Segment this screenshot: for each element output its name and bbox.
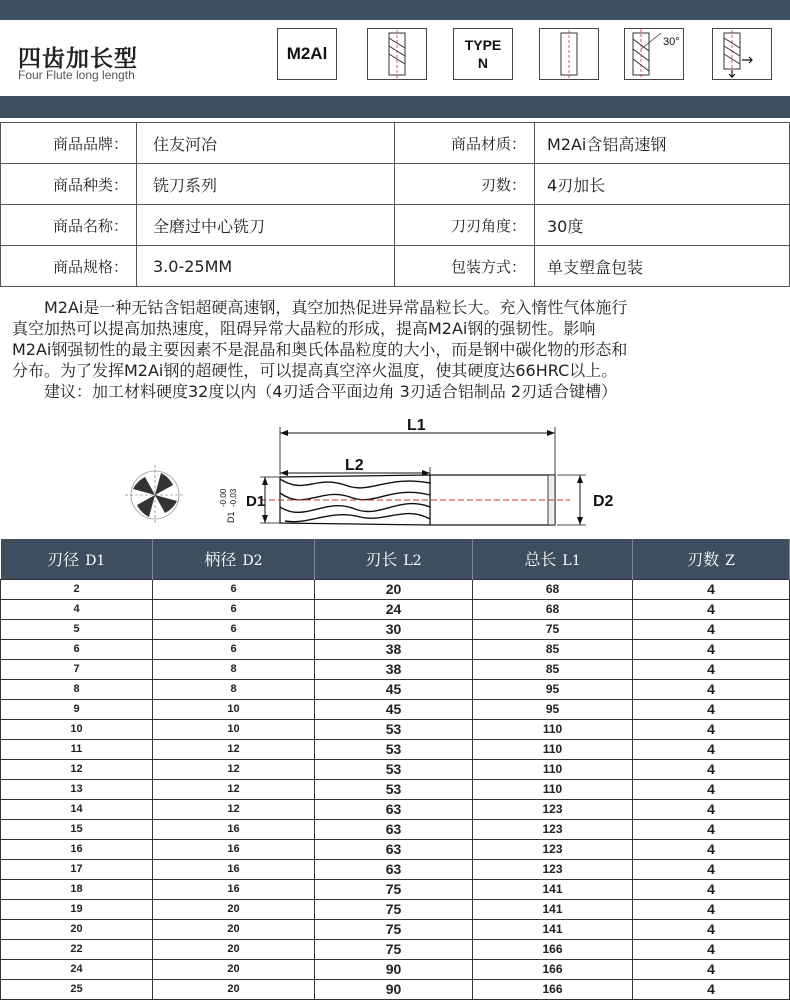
- table-cell: 110: [473, 759, 633, 779]
- table-cell: 53: [315, 719, 473, 739]
- material-value: M2Ai含铝高速钢: [535, 123, 790, 164]
- type-badge-line2: N: [477, 55, 489, 71]
- table-row: [1, 639, 790, 659]
- table-row: [1, 979, 790, 999]
- table-cell: 22: [1, 939, 153, 959]
- shank-icon: [539, 28, 599, 80]
- table-cell: 8: [1, 679, 153, 699]
- table-cell: 4: [633, 939, 790, 959]
- category-value: 铣刀系列: [137, 164, 395, 205]
- brand-label: 商品品牌：: [1, 123, 137, 164]
- table-row: [1, 959, 790, 979]
- table-cell: 141: [473, 899, 633, 919]
- table-cell: 110: [473, 779, 633, 799]
- description: [12, 297, 782, 402]
- table-cell: 16: [1, 839, 153, 859]
- table-cell: 38: [315, 659, 473, 679]
- name-label: 商品名称：: [1, 205, 137, 246]
- page-subtitle: Four Flute long length: [18, 68, 135, 82]
- table-cell: 75: [315, 939, 473, 959]
- table-cell: 90: [315, 959, 473, 979]
- package-label: 包装方式：: [395, 246, 535, 287]
- table-cell: 45: [315, 699, 473, 719]
- table-cell: 7: [1, 659, 153, 679]
- l1-label: L1: [407, 417, 426, 434]
- table-row: [1, 719, 790, 739]
- helix-angle-icon: [624, 28, 684, 80]
- table-cell: 14: [1, 799, 153, 819]
- spec-value: 3.0-25MM: [137, 246, 395, 287]
- table-cell: 53: [315, 759, 473, 779]
- table-cell: 141: [473, 879, 633, 899]
- table-cell: 6: [1, 639, 153, 659]
- table-cell: 16: [153, 859, 315, 879]
- product-info-table: [0, 122, 790, 287]
- tolerance-lower: -0.03: [229, 488, 238, 507]
- d1-label: D1: [246, 493, 266, 510]
- table-cell: 110: [473, 719, 633, 739]
- table-cell: 4: [633, 699, 790, 719]
- end-mill-icon: [367, 28, 427, 80]
- table-cell: 16: [153, 839, 315, 859]
- table-cell: 6: [153, 599, 315, 619]
- angle-value: 30度: [535, 205, 790, 246]
- l2-label: L2: [345, 457, 364, 474]
- table-row: [1, 739, 790, 759]
- table-cell: 68: [473, 579, 633, 599]
- table-cell: 17: [1, 859, 153, 879]
- table-cell: 9: [1, 699, 153, 719]
- table-cell: 12: [153, 759, 315, 779]
- brand-value: 住友河冶: [137, 123, 395, 164]
- name-value: 全磨过中心铣刀: [137, 205, 395, 246]
- table-cell: 95: [473, 679, 633, 699]
- table-cell: 4: [633, 579, 790, 599]
- table-cell: 18: [1, 879, 153, 899]
- spec-table: [0, 539, 790, 1000]
- table-row: [1, 939, 790, 959]
- table-cell: 12: [153, 779, 315, 799]
- table-cell: 166: [473, 979, 633, 999]
- table-cell: 4: [633, 979, 790, 999]
- table-cell: 2: [1, 579, 153, 599]
- table-row: [1, 919, 790, 939]
- table-row: [1, 899, 790, 919]
- table-cell: 85: [473, 639, 633, 659]
- table-cell: 90: [315, 979, 473, 999]
- table-cell: 85: [473, 659, 633, 679]
- table-cell: 20: [153, 899, 315, 919]
- table-cell: 4: [633, 799, 790, 819]
- description-line: M2Ai钢强韧性的最主要因素不是混晶和奥氏体晶粒度的大小，而是钢中碳化物的形态和: [12, 340, 628, 359]
- table-cell: 16: [153, 879, 315, 899]
- table-cell: 20: [153, 959, 315, 979]
- top-bar: [0, 0, 790, 20]
- end-view-icon: [125, 465, 185, 525]
- material-label: 商品材质：: [395, 123, 535, 164]
- table-cell: 4: [633, 779, 790, 799]
- table-cell: 4: [633, 679, 790, 699]
- table-cell: 63: [315, 819, 473, 839]
- header-cell: 柄径 D2: [153, 539, 315, 579]
- table-row: [1, 659, 790, 679]
- table-cell: 63: [315, 799, 473, 819]
- description-line: 分布。为了发挥M2Ai钢的超硬性，可以提高真空淬火温度，使其硬度达66HRC以上。: [12, 361, 618, 380]
- table-cell: 63: [315, 859, 473, 879]
- description-line: M2Ai是一种无钴含铝超硬高速钢，真空加热促进异常晶粒长大。充入惰性气体施行: [44, 298, 628, 317]
- table-cell: 166: [473, 959, 633, 979]
- package-value: 单支塑盒包装: [535, 246, 790, 287]
- table-cell: 11: [1, 739, 153, 759]
- table-cell: 4: [633, 899, 790, 919]
- table-row: [1, 599, 790, 619]
- helix-angle-text: 30°: [663, 36, 680, 48]
- table-cell: 20: [153, 939, 315, 959]
- table-cell: 123: [473, 839, 633, 859]
- table-cell: 20: [153, 979, 315, 999]
- table-cell: 5: [1, 619, 153, 639]
- type-badge: [453, 28, 513, 80]
- table-cell: 4: [633, 639, 790, 659]
- end-mill-drawing: [100, 405, 700, 535]
- header-cell: 刃长 L2: [315, 539, 473, 579]
- table-cell: 75: [473, 619, 633, 639]
- page-title: 四齿加长型: [18, 46, 138, 72]
- header-cell: 刃数 Z: [633, 539, 790, 579]
- table-row: [1, 759, 790, 779]
- table-cell: 20: [315, 579, 473, 599]
- table-cell: 6: [153, 579, 315, 599]
- table-row: [1, 779, 790, 799]
- table-row: [1, 699, 790, 719]
- table-cell: 12: [1, 759, 153, 779]
- table-cell: 4: [633, 879, 790, 899]
- table-cell: 4: [633, 599, 790, 619]
- table-cell: 25: [1, 979, 153, 999]
- table-cell: 123: [473, 799, 633, 819]
- table-cell: 8: [153, 679, 315, 699]
- table-cell: 4: [1, 599, 153, 619]
- table-cell: 4: [633, 759, 790, 779]
- table-row: [1, 819, 790, 839]
- angle-label: 刀刃角度：: [395, 205, 535, 246]
- table-cell: 4: [633, 839, 790, 859]
- table-cell: 38: [315, 639, 473, 659]
- table-cell: 20: [1, 919, 153, 939]
- table-row: [1, 839, 790, 859]
- table-cell: 63: [315, 839, 473, 859]
- table-cell: 6: [153, 639, 315, 659]
- table-cell: 95: [473, 699, 633, 719]
- table-cell: 10: [1, 719, 153, 739]
- table-cell: 10: [153, 719, 315, 739]
- table-cell: 123: [473, 859, 633, 879]
- spec-label: 商品规格：: [1, 246, 137, 287]
- table-cell: 68: [473, 599, 633, 619]
- center-cutting-icon: [712, 28, 772, 80]
- table-cell: 15: [1, 819, 153, 839]
- table-cell: 4: [633, 619, 790, 639]
- table-row: [1, 579, 790, 599]
- recommendation-line: 建议：加工材料硬度32度以内（4刃适合平面边角 3刃适合铝制品 2刃适合键槽）: [44, 382, 618, 401]
- category-label: 商品种类：: [1, 164, 137, 205]
- table-cell: 110: [473, 739, 633, 759]
- table-cell: 12: [153, 739, 315, 759]
- table-cell: 20: [153, 919, 315, 939]
- section-bar: [0, 96, 790, 118]
- table-cell: 75: [315, 899, 473, 919]
- table-row: [1, 879, 790, 899]
- table-cell: 45: [315, 679, 473, 699]
- table-cell: 4: [633, 719, 790, 739]
- table-cell: 53: [315, 779, 473, 799]
- table-cell: 13: [1, 779, 153, 799]
- spec-header-row: [1, 539, 790, 579]
- table-row: [1, 799, 790, 819]
- table-cell: 8: [153, 659, 315, 679]
- table-cell: 141: [473, 919, 633, 939]
- table-row: [1, 679, 790, 699]
- header-cell: 总长 L1: [473, 539, 633, 579]
- table-cell: 4: [633, 919, 790, 939]
- tolerance-upper: -0.00: [219, 488, 228, 507]
- table-cell: 24: [1, 959, 153, 979]
- spec-body: [1, 579, 790, 999]
- table-cell: 53: [315, 739, 473, 759]
- table-cell: 123: [473, 819, 633, 839]
- table-cell: 4: [633, 739, 790, 759]
- table-cell: 4: [633, 659, 790, 679]
- table-cell: 4: [633, 859, 790, 879]
- table-cell: 19: [1, 899, 153, 919]
- tolerance-d1: D1: [226, 511, 236, 523]
- material-badge: [277, 28, 337, 80]
- table-cell: 4: [633, 959, 790, 979]
- type-badge-line1: TYPE: [464, 37, 502, 53]
- table-row: [1, 619, 790, 639]
- table-cell: 12: [153, 799, 315, 819]
- table-cell: 24: [315, 599, 473, 619]
- table-cell: 16: [153, 819, 315, 839]
- table-cell: 75: [315, 919, 473, 939]
- table-row: [1, 859, 790, 879]
- table-cell: 10: [153, 699, 315, 719]
- table-cell: 166: [473, 939, 633, 959]
- d2-label: D2: [593, 493, 614, 510]
- header-cell: 刃径 D1: [1, 539, 153, 579]
- material-badge-text: M2Al: [286, 44, 328, 63]
- table-cell: 4: [633, 819, 790, 839]
- flutes-label: 刃数：: [395, 164, 535, 205]
- description-line: 真空加热可以提高加热速度，阻碍异常大晶粒的形成，提高M2Ai钢的强韧性。影响: [12, 319, 596, 338]
- table-cell: 6: [153, 619, 315, 639]
- table-cell: 75: [315, 879, 473, 899]
- flutes-value: 4刃加长: [535, 164, 790, 205]
- table-cell: 30: [315, 619, 473, 639]
